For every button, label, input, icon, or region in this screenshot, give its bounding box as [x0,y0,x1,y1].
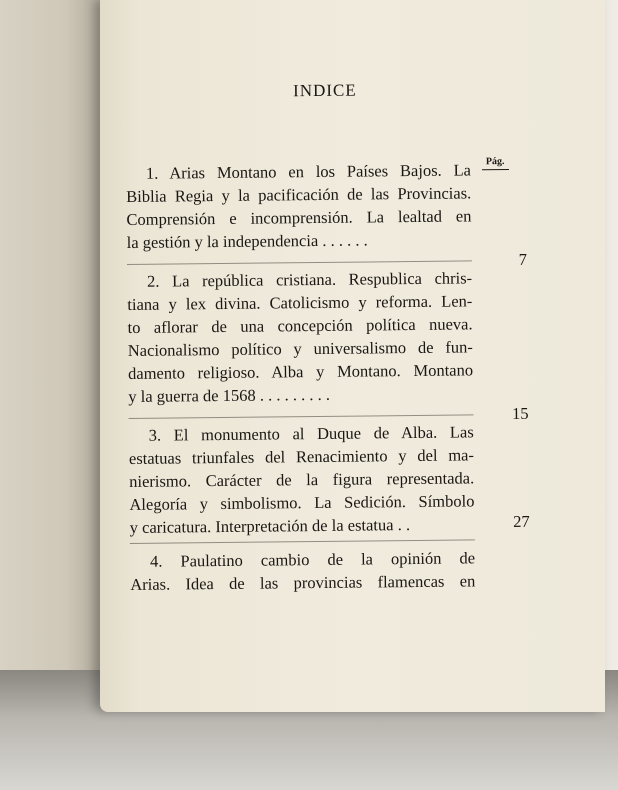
entry-line: Alegoría y simbolismo. La Sedición. Símbolo [129,491,475,514]
index-title: INDICE [293,80,357,101]
entry-line: Comprensión e incomprensión. La lealtad en [126,206,472,229]
show-through-text [455,5,615,310]
entry-line: Arias. Idea de las provincias flamencas en [130,571,476,594]
entry-line: 1. Arias Montano en los Países Bajos. La [145,160,472,183]
entry-line: 4. Paulatino cambio de la opinión de [149,548,476,571]
entry-page-number: 7 [518,249,527,269]
entry-line: Nacionalismo político y universalismo de fun- [127,337,473,360]
entry-line: nierismo. Carácter de la figura representada. [129,468,475,491]
entry-line: la gestión y la independencia . . . . . . [126,230,368,252]
entry-line: estatuas triunfales del Renacimiento y del ma- [128,445,475,468]
entry-line: y la guerra de 1568 . . . . . . . . . [128,384,331,406]
entry-page-number: 27 [513,511,530,531]
index-entry-3 [129,420,475,539]
entry-page-number: 15 [511,403,529,423]
page-column-label: Pág. [482,156,509,170]
entry-line: tiana y lex divina. Catolicismo y reforma. Len- [127,291,473,314]
entry-line: to aflorar de una concepción política nueva. [127,314,473,337]
index-entry-4 [130,546,475,596]
entry-line: 2. La república cristiana. Respublica chris- [147,268,473,291]
entry-line: y caricatura. Interpretación de la estatua . . [129,515,411,537]
entry-line: 3. El monumento al Duque de Alba. Las [148,422,474,445]
entry-line: damento religioso. Alba y Montano. Montano [127,360,474,383]
index-entry-2 [127,266,473,408]
index-entry-1 [126,158,472,254]
entry-line: Biblia Regia y la pacificación de las Provincias. [126,183,472,206]
